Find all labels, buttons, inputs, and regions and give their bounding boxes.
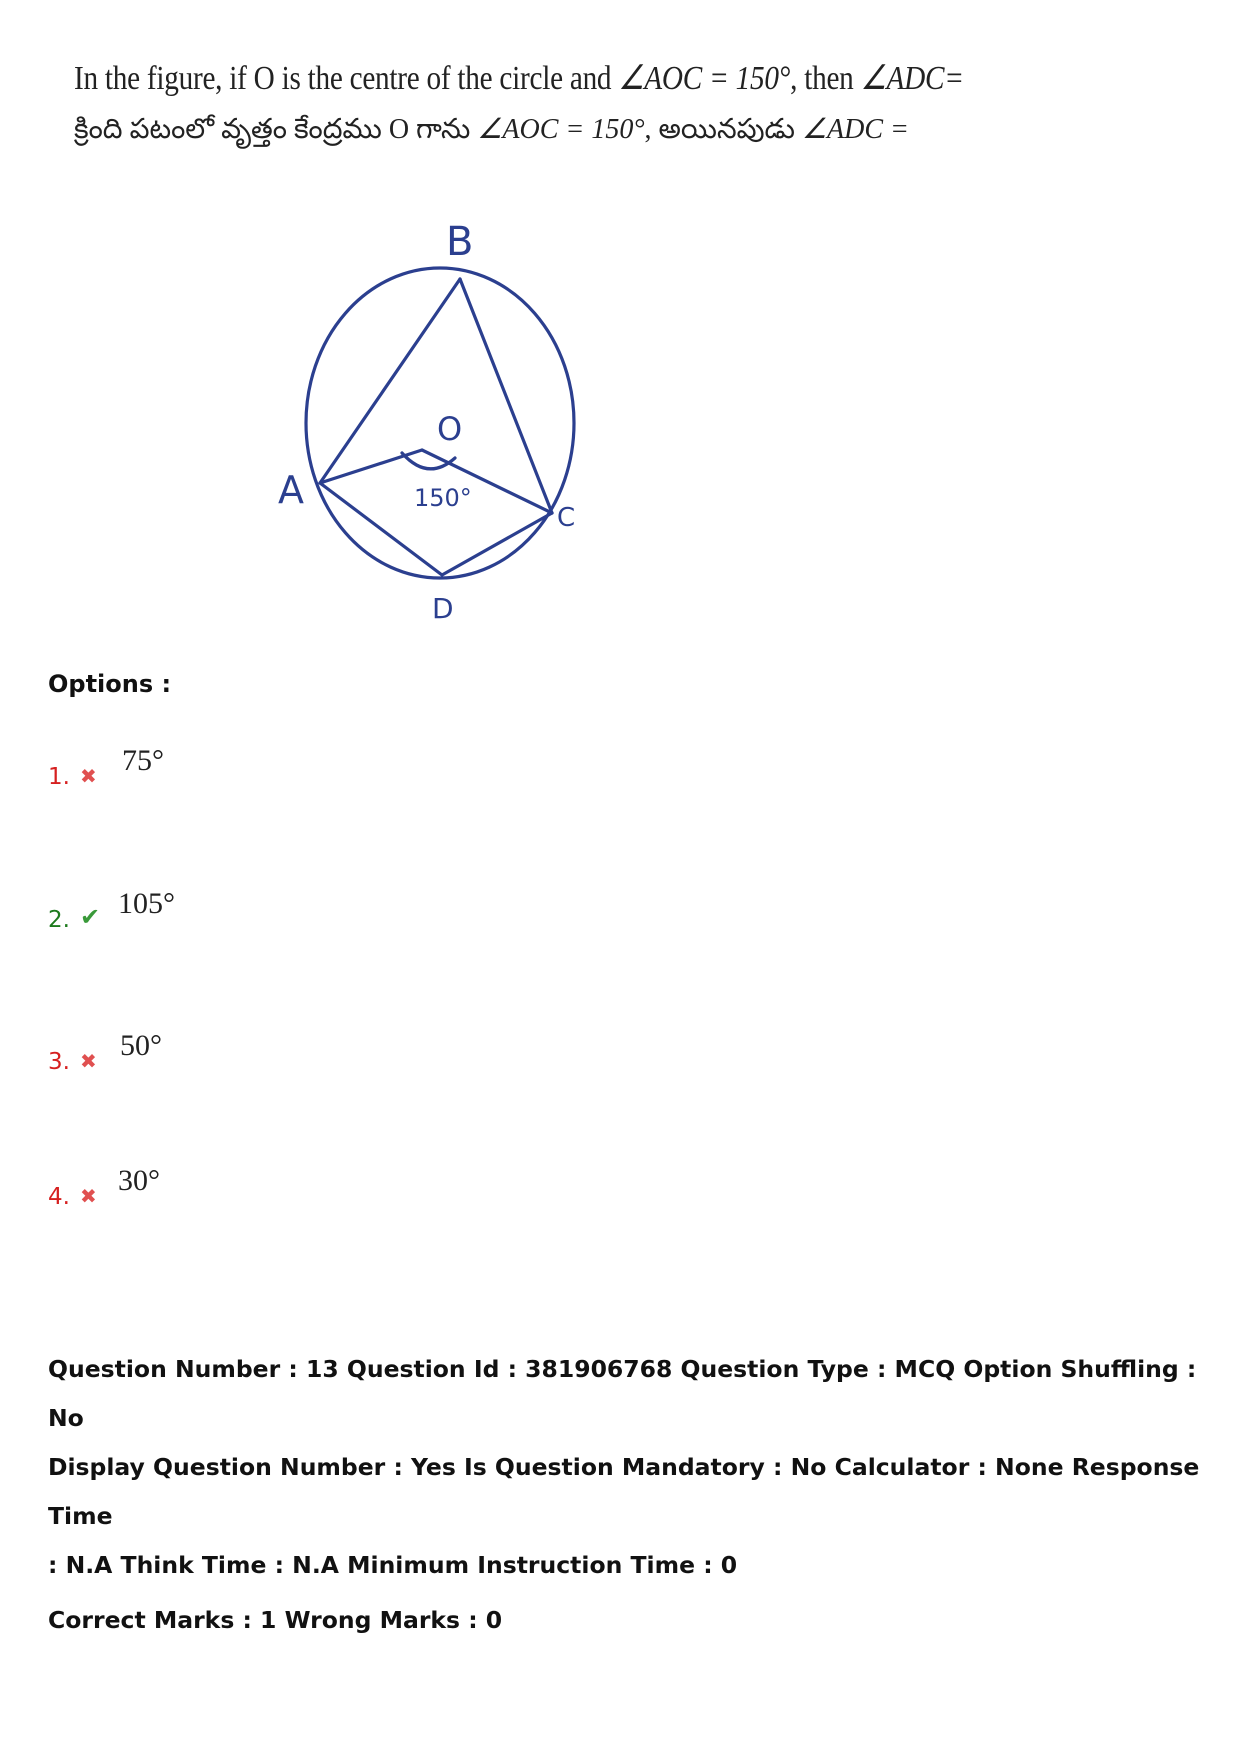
circle-diagram: [270, 200, 610, 640]
option-2-value: 105°: [118, 887, 175, 920]
question-telugu: [74, 112, 909, 152]
label-b: B: [446, 219, 474, 265]
option-2-number: 2.: [48, 907, 70, 933]
meta-line-2: Display Question Number : Yes Is Question Mandatory : No Calculator : None Response Time: [48, 1453, 1200, 1530]
label-c: C: [557, 503, 576, 533]
asked-angle-en: ∠ADC=: [860, 60, 964, 97]
question-telugu-then: , అయినపుడు: [644, 114, 795, 145]
radius-oa: [320, 450, 422, 483]
wrong-icon: ✖: [80, 1184, 97, 1208]
question-telugu-text: క్రింది పటంలో వృత్తం కేంద్రము O గాను: [74, 114, 471, 145]
question-english-text: In the figure, if O is the centre of the circle and: [74, 60, 612, 97]
question-english-then: , then: [790, 60, 854, 97]
chord-ab: [320, 279, 463, 483]
question-metadata: [48, 1345, 1208, 1645]
wrong-icon: ✖: [80, 764, 97, 788]
option-4-value: 30°: [118, 1164, 160, 1197]
wrong-icon: ✖: [80, 1049, 97, 1073]
option-3[interactable]: [48, 1029, 448, 1095]
chord-dc: [442, 513, 552, 575]
marks-info: Correct Marks : 1 Wrong Marks : 0: [48, 1606, 503, 1634]
meta-line-3: : N.A Think Time : N.A Minimum Instruction Time : 0: [48, 1551, 738, 1579]
option-4[interactable]: [48, 1164, 448, 1230]
option-3-value: 50°: [120, 1029, 162, 1062]
check-icon: ✔: [80, 903, 101, 931]
label-d: D: [432, 592, 454, 625]
chord-bc: [460, 279, 552, 513]
option-4-number: 4.: [48, 1184, 70, 1210]
given-angle-en: ∠AOC = 150°: [618, 60, 791, 97]
option-1-value: 75°: [122, 744, 164, 777]
option-1[interactable]: [48, 744, 448, 810]
option-2[interactable]: [48, 887, 448, 953]
option-3-number: 3.: [48, 1049, 70, 1075]
given-angle-te: ∠AOC = 150°: [477, 114, 645, 145]
asked-angle-te: ∠ADC =: [801, 114, 909, 145]
label-o: O: [437, 410, 463, 448]
meta-line-1: Question Number : 13 Question Id : 381906768 Question Type : MCQ Option Shuffling : No: [48, 1355, 1197, 1432]
circle-figure: [270, 200, 610, 640]
label-a: A: [278, 468, 304, 512]
option-1-number: 1.: [48, 764, 70, 790]
question-english: [74, 58, 964, 98]
angle-label: 150°: [414, 484, 472, 512]
options-heading: Options :: [48, 670, 172, 698]
